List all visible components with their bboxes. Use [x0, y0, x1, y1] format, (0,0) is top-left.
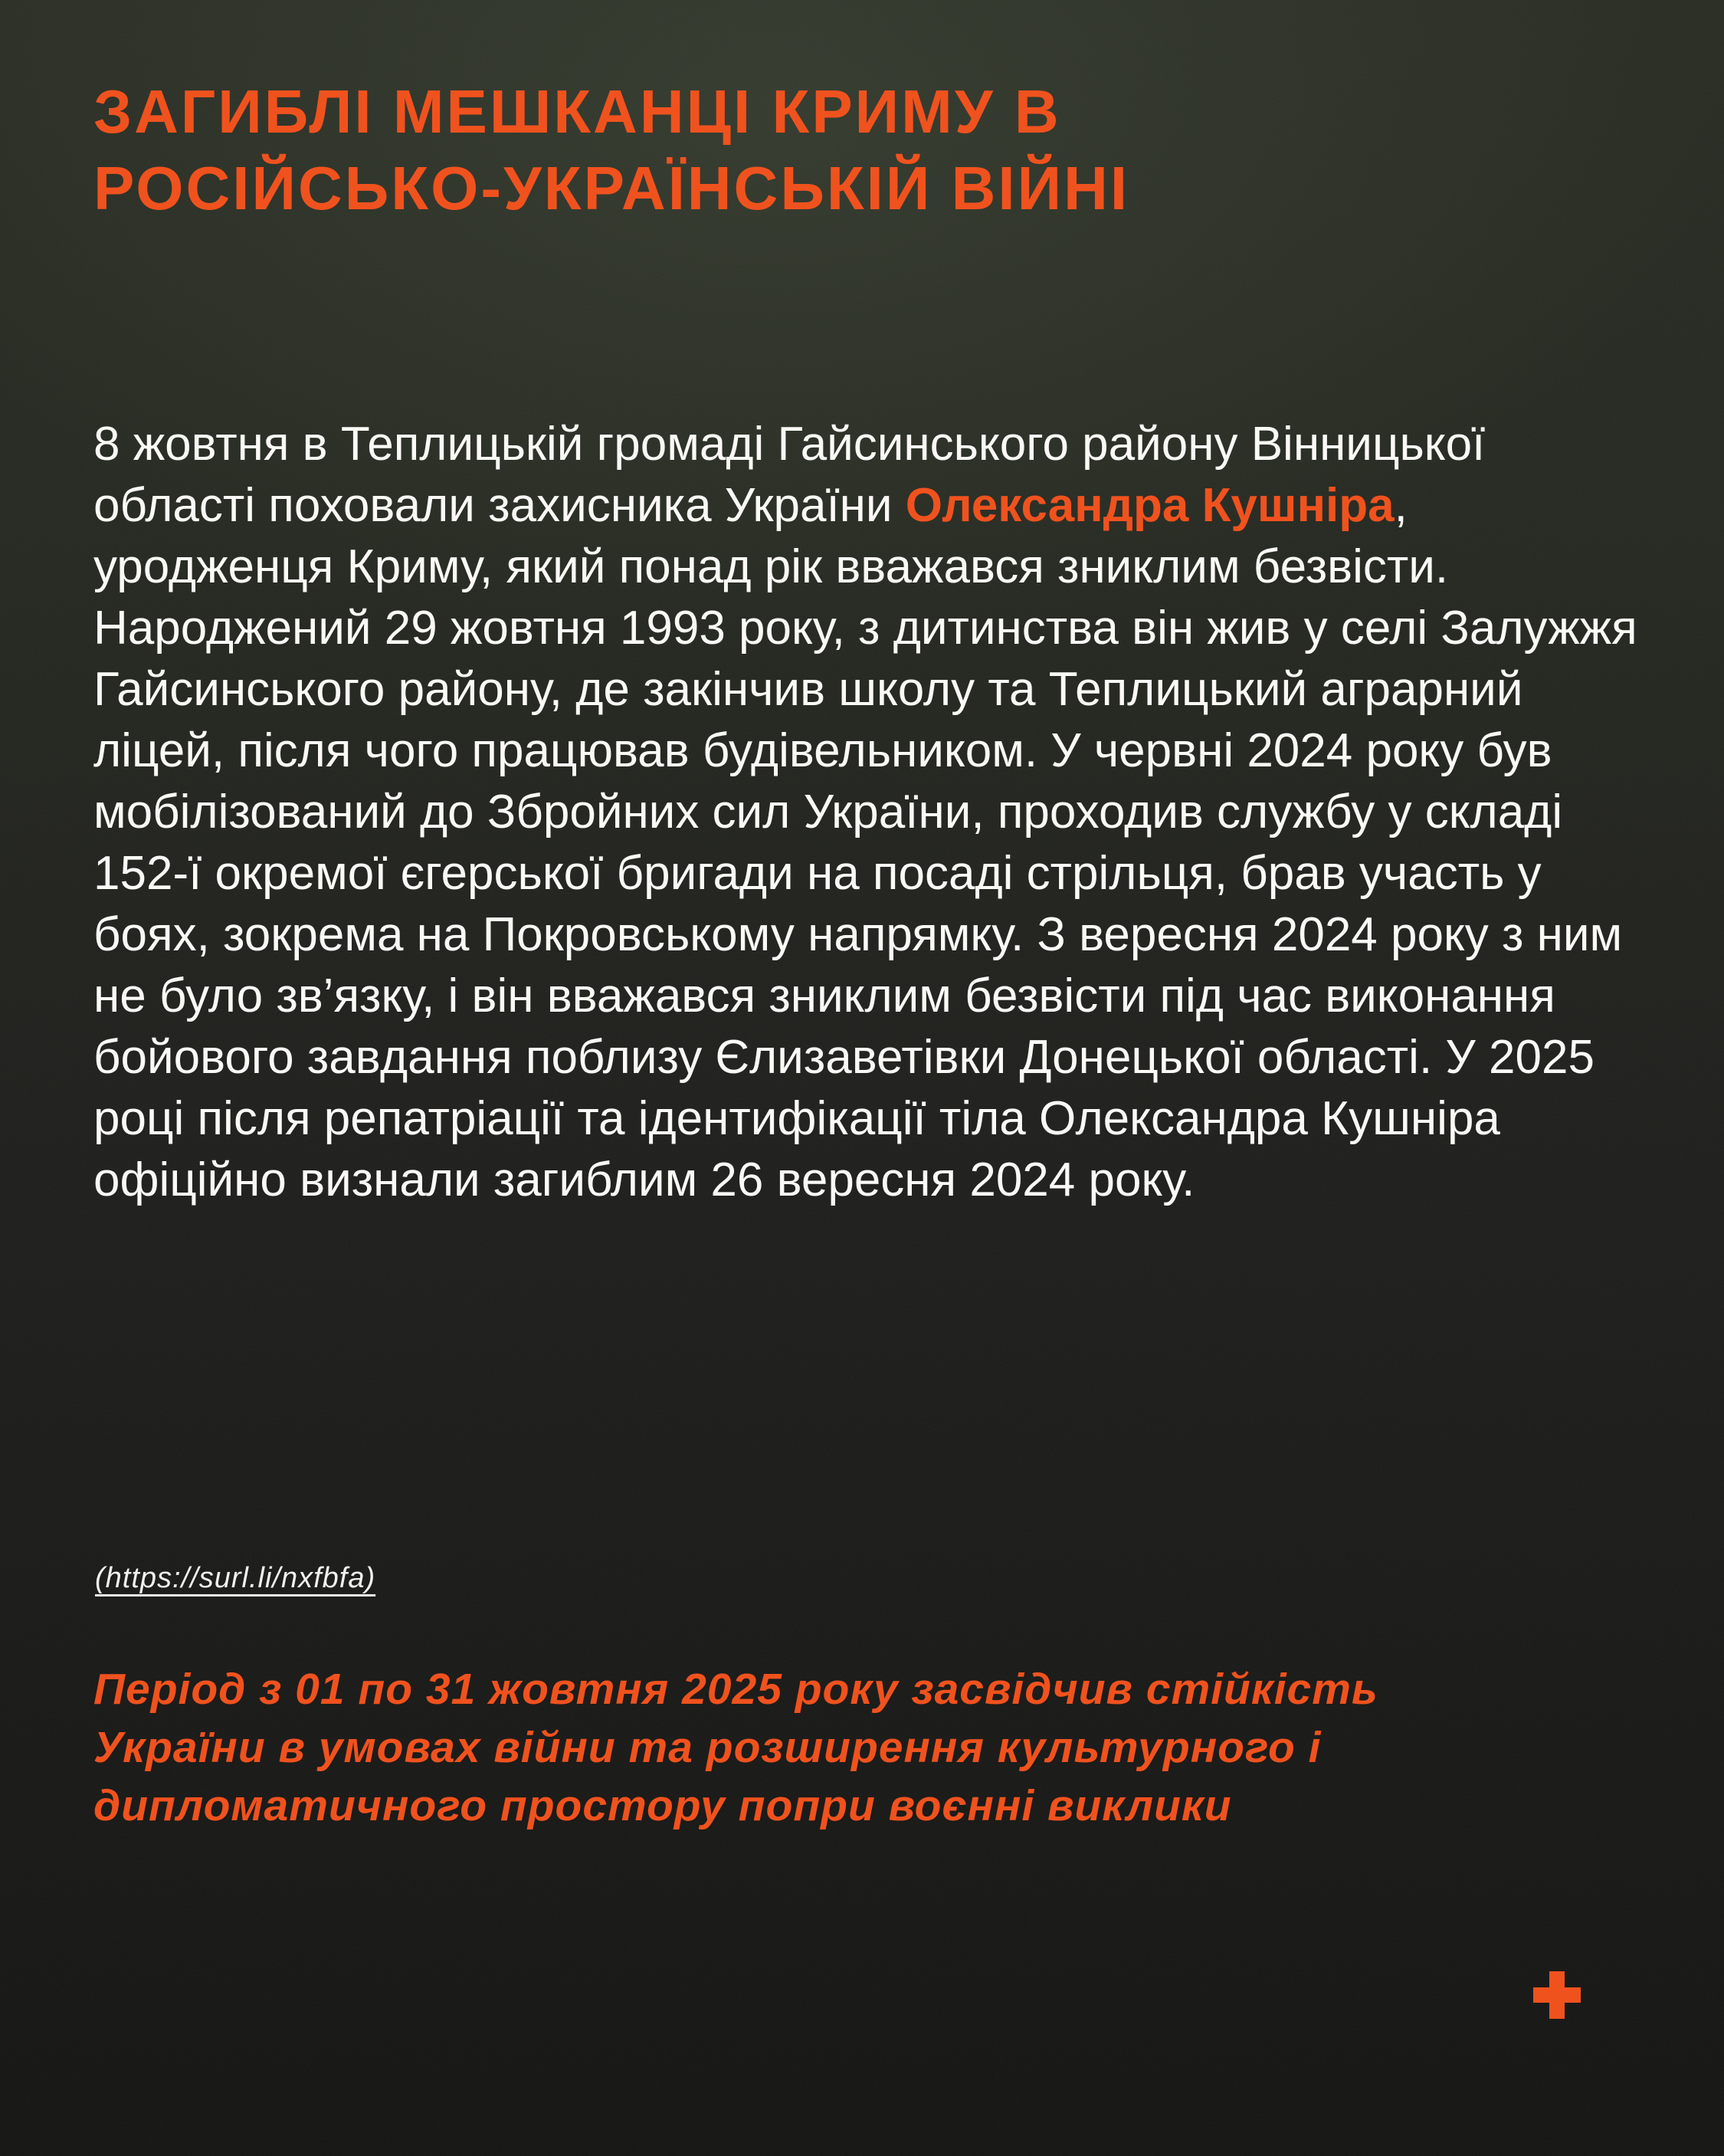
- page-title: [93, 74, 1129, 227]
- article-text-after: , уродженця Криму, який понад рік вважався зниклим безвісти. Народжений 29 жовтня 1993 року, з дитинства він жив у селі Залужжя Гайсинського району, де закінчив школу та Теплицький аграрний ліцей, після чого працював будівельником. У червні 2024 року був мобілізований до Збройних сил України, проходив службу у складі 152-ї окремої єгерської бригади на посаді стрільця, брав участь у боях, зокрема на Покровському напрямку. З вересня 2024 року з ним не було зв’язку, і він вважався зниклим безвісти під час виконання бойового завдання поблизу Єлизаветівки Донецької області. У 2025 році після репатріації та ідентифікації тіла Олександра Кушніра офіційно визнали загиблим 26 вересня 2024 року.: [93, 479, 1637, 1206]
- page-title-line-1: ЗАГИБЛІ МЕШКАНЦІ КРИМУ В: [93, 77, 1061, 146]
- period-summary: Період з 01 по 31 жовтня 2025 року засвідчив стійкість України в умовах війни та розширення культурного і дипломатичного простору попри воєнні виклики: [93, 1665, 1378, 1830]
- article-text-before: 8 жовтня в Теплицькій громаді Гайсинського району Вінницької області поховали захисника України: [93, 418, 1486, 532]
- fallen-soldier-name: Олександра Кушніра: [905, 479, 1395, 532]
- plus-icon-vertical-bar: [1549, 1971, 1565, 2019]
- plus-icon: [1533, 1971, 1581, 2019]
- page-title-line-2: РОСІЙСЬКО-УКРАЇНСЬКІЙ ВІЙНІ: [93, 154, 1130, 222]
- source-link[interactable]: (https://surl.li/nxfbfa): [95, 1562, 376, 1594]
- article-text: [93, 414, 1641, 1211]
